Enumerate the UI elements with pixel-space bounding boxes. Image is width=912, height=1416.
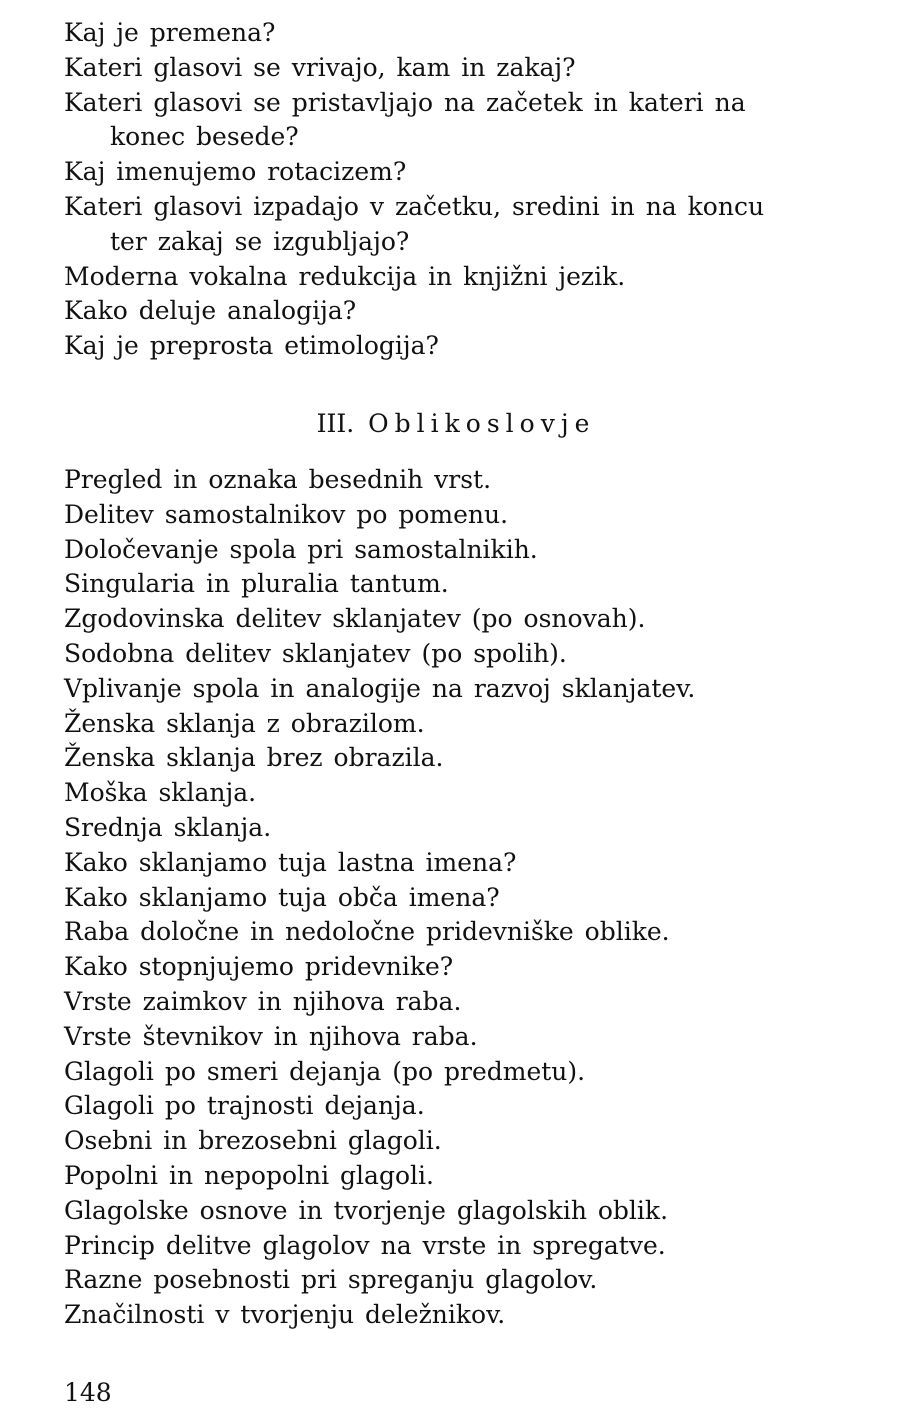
topic-line: Glagolske osnove in tvorjenje glagolskih oblik. bbox=[64, 1195, 669, 1225]
topic-line: Popolni in nepopolni glagoli. bbox=[64, 1160, 434, 1190]
topic-line: Delitev samostalnikov po pomenu. bbox=[64, 499, 509, 529]
topic-line: Vrste zaimkov in njihova raba. bbox=[64, 986, 462, 1016]
question-line: Kaj je premena? bbox=[64, 18, 276, 47]
topic-line: Sodobna delitev sklanjatev (po spolih). bbox=[64, 638, 567, 668]
topic-line: Zgodovinska delitev sklanjatev (po osnovah). bbox=[64, 604, 646, 634]
topic-line: Ženska sklanja brez obrazila. bbox=[64, 743, 444, 773]
topic-line: Glagoli po trajnosti dejanja. bbox=[64, 1091, 425, 1121]
question-line: Moderna vokalna redukcija in knjižni jezik. bbox=[64, 261, 626, 291]
question-line: Kateri glasovi izpadajo v začetku, sredini in na koncu bbox=[64, 191, 765, 221]
question-list-phonetics bbox=[64, 16, 864, 364]
question-line: Kaj imenujemo rotacizem? bbox=[64, 157, 407, 187]
section-heading bbox=[0, 406, 912, 442]
topic-line: Kako sklanjamo tuja lastna imena? bbox=[64, 847, 517, 877]
topic-line: Singularia in pluralia tantum. bbox=[64, 569, 449, 599]
topic-line: Vplivanje spola in analogije na razvoj sklanjatev. bbox=[64, 673, 696, 703]
topic-line: Kako sklanjamo tuja obča imena? bbox=[64, 882, 500, 912]
question-line-continuation: konec besede? bbox=[110, 122, 299, 152]
section-title: Oblikoslovje bbox=[368, 409, 596, 438]
question-line: Kateri glasovi se vrivajo, kam in zakaj? bbox=[64, 52, 576, 82]
topic-line: Razne posebnosti pri spreganju glagolov. bbox=[64, 1265, 598, 1295]
question-line: Kako deluje analogija? bbox=[64, 296, 357, 326]
topic-line: Kako stopnjujemo pridevnike? bbox=[64, 952, 454, 982]
topic-line: Glagoli po smeri dejanja (po predmetu). bbox=[64, 1056, 586, 1086]
topic-line: Srednja sklanja. bbox=[64, 812, 272, 842]
topic-line: Osebni in brezosebni glagoli. bbox=[64, 1126, 442, 1156]
topic-line: Raba določne in nedoločne pridevniške oblike. bbox=[64, 917, 670, 947]
topic-line: Značilnosti v tvorjenju deležnikov. bbox=[64, 1300, 506, 1330]
question-line-continuation: ter zakaj se izgubljajo? bbox=[110, 226, 410, 256]
topic-line: Določevanje spola pri samostalnikih. bbox=[64, 534, 538, 564]
question-line: Kateri glasovi se pristavljajo na začetek in kateri na bbox=[64, 87, 746, 117]
topic-line: Pregled in oznaka besednih vrst. bbox=[64, 465, 492, 494]
page-number: 148 bbox=[64, 1378, 112, 1407]
topic-line: Moška sklanja. bbox=[64, 778, 257, 808]
topic-line: Princip delitve glagolov na vrste in spregatve. bbox=[64, 1230, 666, 1260]
topic-line: Ženska sklanja z obrazilom. bbox=[64, 708, 425, 738]
section-number: III. bbox=[316, 409, 355, 438]
question-line: Kaj je preprosta etimologija? bbox=[64, 331, 439, 361]
topic-line: Vrste števnikov in njihova raba. bbox=[64, 1021, 478, 1051]
topic-list-morphology bbox=[64, 463, 864, 1333]
